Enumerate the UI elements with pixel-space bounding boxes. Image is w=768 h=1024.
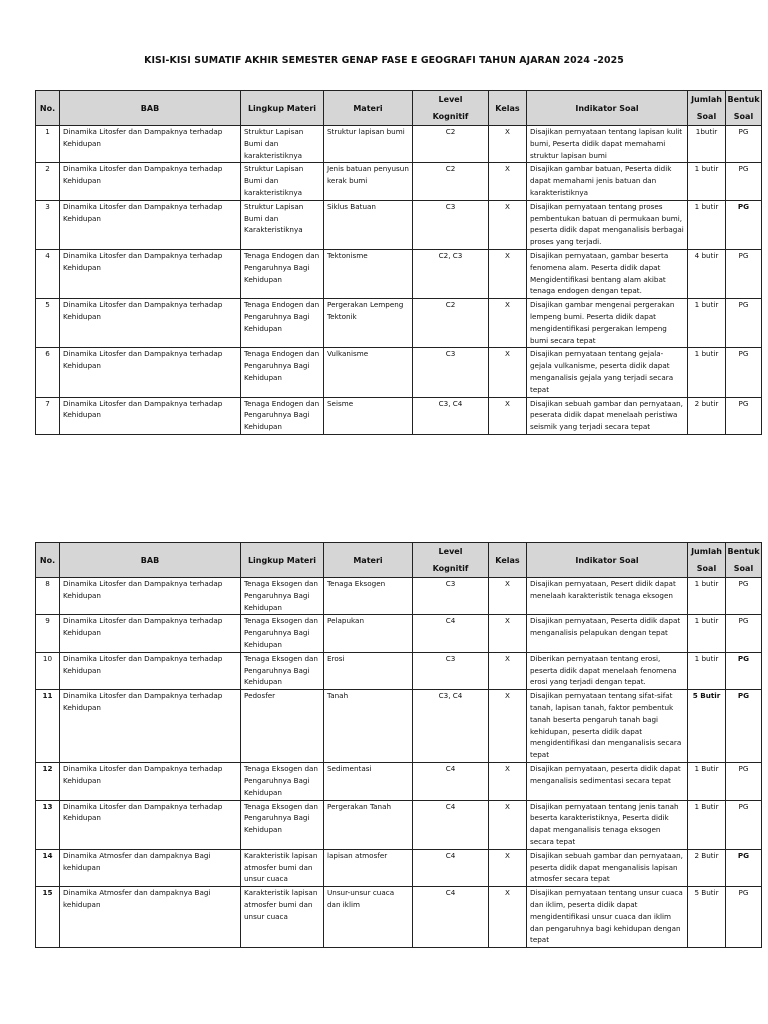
cell-level: C3 [413,652,489,689]
cell-jumlah: 1 butir [688,200,726,249]
cell-indikator: Diberikan pernyataan tentang erosi, peserta didik dapat menelaah fenomena erosi yang terjadi dengan tepat. [527,652,688,689]
cell-no: 9 [36,615,60,652]
cell-materi: Erosi [324,652,413,689]
cell-bentuk: PG [726,763,762,800]
header-level-line1: Level [438,95,463,104]
table-row [36,690,762,763]
cell-indikator: Disajikan pernyataan tentang sifat-sifat tanah, lapisan tanah, faktor pembentuk tanah beserta pengaruh tanah bagi kehidupan, peserta didik dapat mengidentifikasi dan menganalisis secara tepat [527,690,688,763]
header-level-line2: Kognitif [432,564,469,573]
cell-indikator: Disajikan pernyataan, gambar beserta fenomena alam. Peserta didik dapat Mengidentifikasi bentang alam akibat tenaga endogen dengan tepat. [527,249,688,298]
kisi-table-1 [35,90,762,435]
kisi-table-2 [35,542,762,948]
cell-bab: Dinamika Litosfer dan Dampaknya terhadap Kehidupan [60,763,241,800]
header-indikator-soal: Indikator Soal [527,543,688,578]
table-row [36,800,762,849]
cell-bab: Dinamika Litosfer dan Dampaknya terhadap Kehidupan [60,200,241,249]
cell-indikator: Disajikan gambar mengenai pergerakan lempeng bumi. Peserta didik dapat mengidentifikasi pergerakan lempeng bumi secara tepat [527,299,688,348]
cell-kelas: X [489,126,527,163]
header-jumlah-soal [688,91,726,126]
table-row [36,163,762,200]
cell-bentuk: PG [726,690,762,763]
cell-jumlah: 1 butir [688,578,726,615]
cell-bab: Dinamika Litosfer dan Dampaknya terhadap Kehidupan [60,800,241,849]
cell-lingkup: Tenaga Endogen dan Pengaruhnya Bagi Kehidupan [241,249,324,298]
header-level-line1: Level [438,547,463,556]
cell-level: C2 [413,299,489,348]
header-bentuk-soal [726,91,762,126]
header-bab: BAB [60,543,241,578]
header-jumlah-line1: Jumlah [691,95,722,104]
cell-bentuk: PG [726,200,762,249]
cell-indikator: Disajikan gambar batuan, Peserta didik dapat memahami jenis batuan dan karakteristiknya [527,163,688,200]
cell-kelas: X [489,578,527,615]
cell-bentuk: PG [726,126,762,163]
cell-jumlah: 4 butir [688,249,726,298]
table-row [36,249,762,298]
cell-no: 7 [36,397,60,434]
cell-bab: Dinamika Litosfer dan Dampaknya terhadap Kehidupan [60,652,241,689]
cell-bentuk: PG [726,849,762,886]
cell-bentuk: PG [726,299,762,348]
cell-materi: Pergerakan Lempeng Tektonik [324,299,413,348]
cell-kelas: X [489,690,527,763]
header-no: No. [36,543,60,578]
cell-level: C3, C4 [413,397,489,434]
header-bentuk-soal [726,543,762,578]
cell-level: C4 [413,763,489,800]
cell-lingkup: Tenaga Eksogen dan Pengaruhnya Bagi Kehidupan [241,800,324,849]
cell-jumlah: 1butir [688,126,726,163]
cell-level: C3 [413,578,489,615]
cell-bab: Dinamika Litosfer dan Dampaknya terhadap Kehidupan [60,397,241,434]
cell-indikator: Disajikan pernyataan tentang gejala-gejala vulkanisme, peserta didik dapat menganalisis gejala yang terjadi secara tepat [527,348,688,397]
cell-no: 2 [36,163,60,200]
cell-kelas: X [489,849,527,886]
cell-indikator: Disajikan sebuah gambar dan pernyataan, peserata didik dapat menelaah peristiwa seismik yang terjadi secara tepat [527,397,688,434]
cell-no: 10 [36,652,60,689]
header-jumlah-line2: Soal [696,112,717,121]
cell-kelas: X [489,763,527,800]
cell-level: C2 [413,126,489,163]
cell-lingkup: Tenaga Endogen dan Pengaruhnya Bagi Kehidupan [241,397,324,434]
cell-indikator: Disajikan pernyataan tentang proses pembentukan batuan di permukaan bumi, peserta didik dapat menganalisis berbagai proses yang terjadi. [527,200,688,249]
cell-level: C4 [413,887,489,948]
cell-no: 3 [36,200,60,249]
cell-bab: Dinamika Atmosfer dan dampaknya Bagi kehidupan [60,887,241,948]
cell-bentuk: PG [726,652,762,689]
cell-no: 15 [36,887,60,948]
cell-jumlah: 2 Butir [688,849,726,886]
cell-no: 11 [36,690,60,763]
cell-lingkup: Tenaga Eksogen dan Pengaruhnya Bagi Kehidupan [241,615,324,652]
cell-materi: Siklus Batuan [324,200,413,249]
cell-jumlah: 5 Butir [688,690,726,763]
cell-bab: Dinamika Litosfer dan Dampaknya terhadap Kehidupan [60,249,241,298]
header-level-kognitif [413,91,489,126]
cell-lingkup: Struktur Lapisan Bumi dan karakteristiknya [241,126,324,163]
cell-no: 1 [36,126,60,163]
cell-level: C3 [413,348,489,397]
cell-jumlah: 1 Butir [688,763,726,800]
cell-materi: Seisme [324,397,413,434]
header-jumlah-line2: Soal [696,564,717,573]
cell-lingkup: Karakteristik lapisan atmosfer bumi dan unsur cuaca [241,849,324,886]
cell-indikator: Disajikan pernyataan tentang jenis tanah beserta karakteristiknya, Peserta didik dapat menganalisis tenaga eksogen secara tepat [527,800,688,849]
cell-jumlah: 1 butir [688,163,726,200]
table-row [36,299,762,348]
table-row [36,200,762,249]
cell-kelas: X [489,299,527,348]
cell-kelas: X [489,200,527,249]
cell-jumlah: 1 butir [688,615,726,652]
document-title: KISI-KISI SUMATIF AKHIR SEMESTER GENAP FASE E GEOGRAFI TAHUN AJARAN 2024 -2025 [144,55,624,66]
cell-no: 14 [36,849,60,886]
header-bentuk-line1: Bentuk [727,547,760,556]
table-row [36,578,762,615]
cell-materi: Jenis batuan penyusun kerak bumi [324,163,413,200]
table-row [36,348,762,397]
cell-kelas: X [489,397,527,434]
header-jumlah-soal [688,543,726,578]
header-level-kognitif [413,543,489,578]
cell-bab: Dinamika Litosfer dan Dampaknya terhadap Kehidupan [60,348,241,397]
cell-no: 12 [36,763,60,800]
cell-no: 5 [36,299,60,348]
cell-materi: Tektonisme [324,249,413,298]
cell-indikator: Disajikan pernyataan, Pesert didik dapat menelaah karakteristik tenaga eksogen [527,578,688,615]
header-row [36,91,762,126]
header-no: No. [36,91,60,126]
cell-bab: Dinamika Litosfer dan Dampaknya terhadap Kehidupan [60,163,241,200]
cell-materi: Struktur lapisan bumi [324,126,413,163]
header-bentuk-line1: Bentuk [727,95,760,104]
header-bentuk-line2: Soal [733,564,754,573]
table-row [36,849,762,886]
cell-bab: Dinamika Litosfer dan Dampaknya terhadap Kehidupan [60,126,241,163]
cell-lingkup: Tenaga Endogen dan Pengaruhnya Bagi Kehidupan [241,299,324,348]
cell-materi: Vulkanisme [324,348,413,397]
cell-kelas: X [489,249,527,298]
header-materi: Materi [324,543,413,578]
cell-bab: Dinamika Litosfer dan Dampaknya terhadap Kehidupan [60,615,241,652]
table-row [36,887,762,948]
cell-bentuk: PG [726,800,762,849]
cell-level: C4 [413,615,489,652]
header-lingkup-materi: Lingkup Materi [241,543,324,578]
cell-kelas: X [489,887,527,948]
cell-materi: Unsur-unsur cuaca dan iklim [324,887,413,948]
cell-bentuk: PG [726,615,762,652]
cell-lingkup: Pedosfer [241,690,324,763]
table-row [36,763,762,800]
cell-indikator: Disajikan pernyataan, Peserta didik dapat menganalisis pelapukan dengan tepat [527,615,688,652]
header-materi: Materi [324,91,413,126]
cell-jumlah: 1 butir [688,348,726,397]
header-level-line2: Kognitif [432,112,469,121]
cell-bentuk: PG [726,348,762,397]
cell-lingkup: Tenaga Eksogen dan Pengaruhnya Bagi Kehidupan [241,763,324,800]
cell-jumlah: 1 Butir [688,800,726,849]
cell-jumlah: 1 butir [688,652,726,689]
table-row [36,652,762,689]
cell-materi: Sedimentasi [324,763,413,800]
cell-level: C4 [413,849,489,886]
header-bentuk-line2: Soal [733,112,754,121]
header-kelas: Kelas [489,543,527,578]
cell-indikator: Disajikan pernyataan, peserta didik dapat menganalisis sedimentasi secara tepat [527,763,688,800]
header-bab: BAB [60,91,241,126]
cell-indikator: Disajikan pernyataan tentang lapisan kulit bumi, Peserta didik dapat memahami struktur lapisan bumi [527,126,688,163]
cell-indikator: Disajikan sebuah gambar dan pernyataan, peserta didik dapat menganalisis lapisan atmosfer secara tepat [527,849,688,886]
table-row [36,126,762,163]
table-row [36,397,762,434]
cell-lingkup: Struktur Lapisan Bumi dan karakteristiknya [241,163,324,200]
cell-indikator: Disajikan pernyataan tentang unsur cuaca dan iklim, peserta didik dapat mengidentifikasi unsur cuaca dan iklim dan pengaruhnya bagi kehidupan dengan tepat [527,887,688,948]
cell-level: C2 [413,163,489,200]
cell-bentuk: PG [726,163,762,200]
cell-bab: Dinamika Litosfer dan Dampaknya terhadap Kehidupan [60,578,241,615]
cell-kelas: X [489,348,527,397]
cell-lingkup: Tenaga Eksogen dan Pengaruhnya Bagi Kehidupan [241,578,324,615]
cell-kelas: X [489,163,527,200]
header-kelas: Kelas [489,91,527,126]
cell-lingkup: Tenaga Endogen dan Pengaruhnya Bagi Kehidupan [241,348,324,397]
cell-no: 8 [36,578,60,615]
cell-bentuk: PG [726,397,762,434]
cell-bentuk: PG [726,578,762,615]
header-indikator-soal: Indikator Soal [527,91,688,126]
header-row [36,543,762,578]
cell-lingkup: Struktur Lapisan Bumi dan Karakteristiknya [241,200,324,249]
cell-materi: lapisan atmosfer [324,849,413,886]
cell-bab: Dinamika Atmosfer dan dampaknya Bagi kehidupan [60,849,241,886]
cell-no: 4 [36,249,60,298]
cell-kelas: X [489,615,527,652]
cell-level: C3, C4 [413,690,489,763]
cell-materi: Tanah [324,690,413,763]
cell-bab: Dinamika Litosfer dan Dampaknya terhadap Kehidupan [60,690,241,763]
cell-kelas: X [489,800,527,849]
header-lingkup-materi: Lingkup Materi [241,91,324,126]
cell-level: C3 [413,200,489,249]
cell-level: C4 [413,800,489,849]
header-jumlah-line1: Jumlah [691,547,722,556]
cell-bentuk: PG [726,887,762,948]
cell-no: 13 [36,800,60,849]
cell-jumlah: 2 butir [688,397,726,434]
cell-bentuk: PG [726,249,762,298]
cell-kelas: X [489,652,527,689]
table-row [36,615,762,652]
cell-jumlah: 5 Butir [688,887,726,948]
cell-materi: Tenaga Eksogen [324,578,413,615]
cell-lingkup: Tenaga Eksogen dan Pengaruhnya Bagi Kehidupan [241,652,324,689]
cell-materi: Pelapukan [324,615,413,652]
cell-bab: Dinamika Litosfer dan Dampaknya terhadap Kehidupan [60,299,241,348]
cell-no: 6 [36,348,60,397]
cell-jumlah: 1 butir [688,299,726,348]
cell-lingkup: Karakteristik lapisan atmosfer bumi dan unsur cuaca [241,887,324,948]
cell-level: C2, C3 [413,249,489,298]
cell-materi: Pergerakan Tanah [324,800,413,849]
